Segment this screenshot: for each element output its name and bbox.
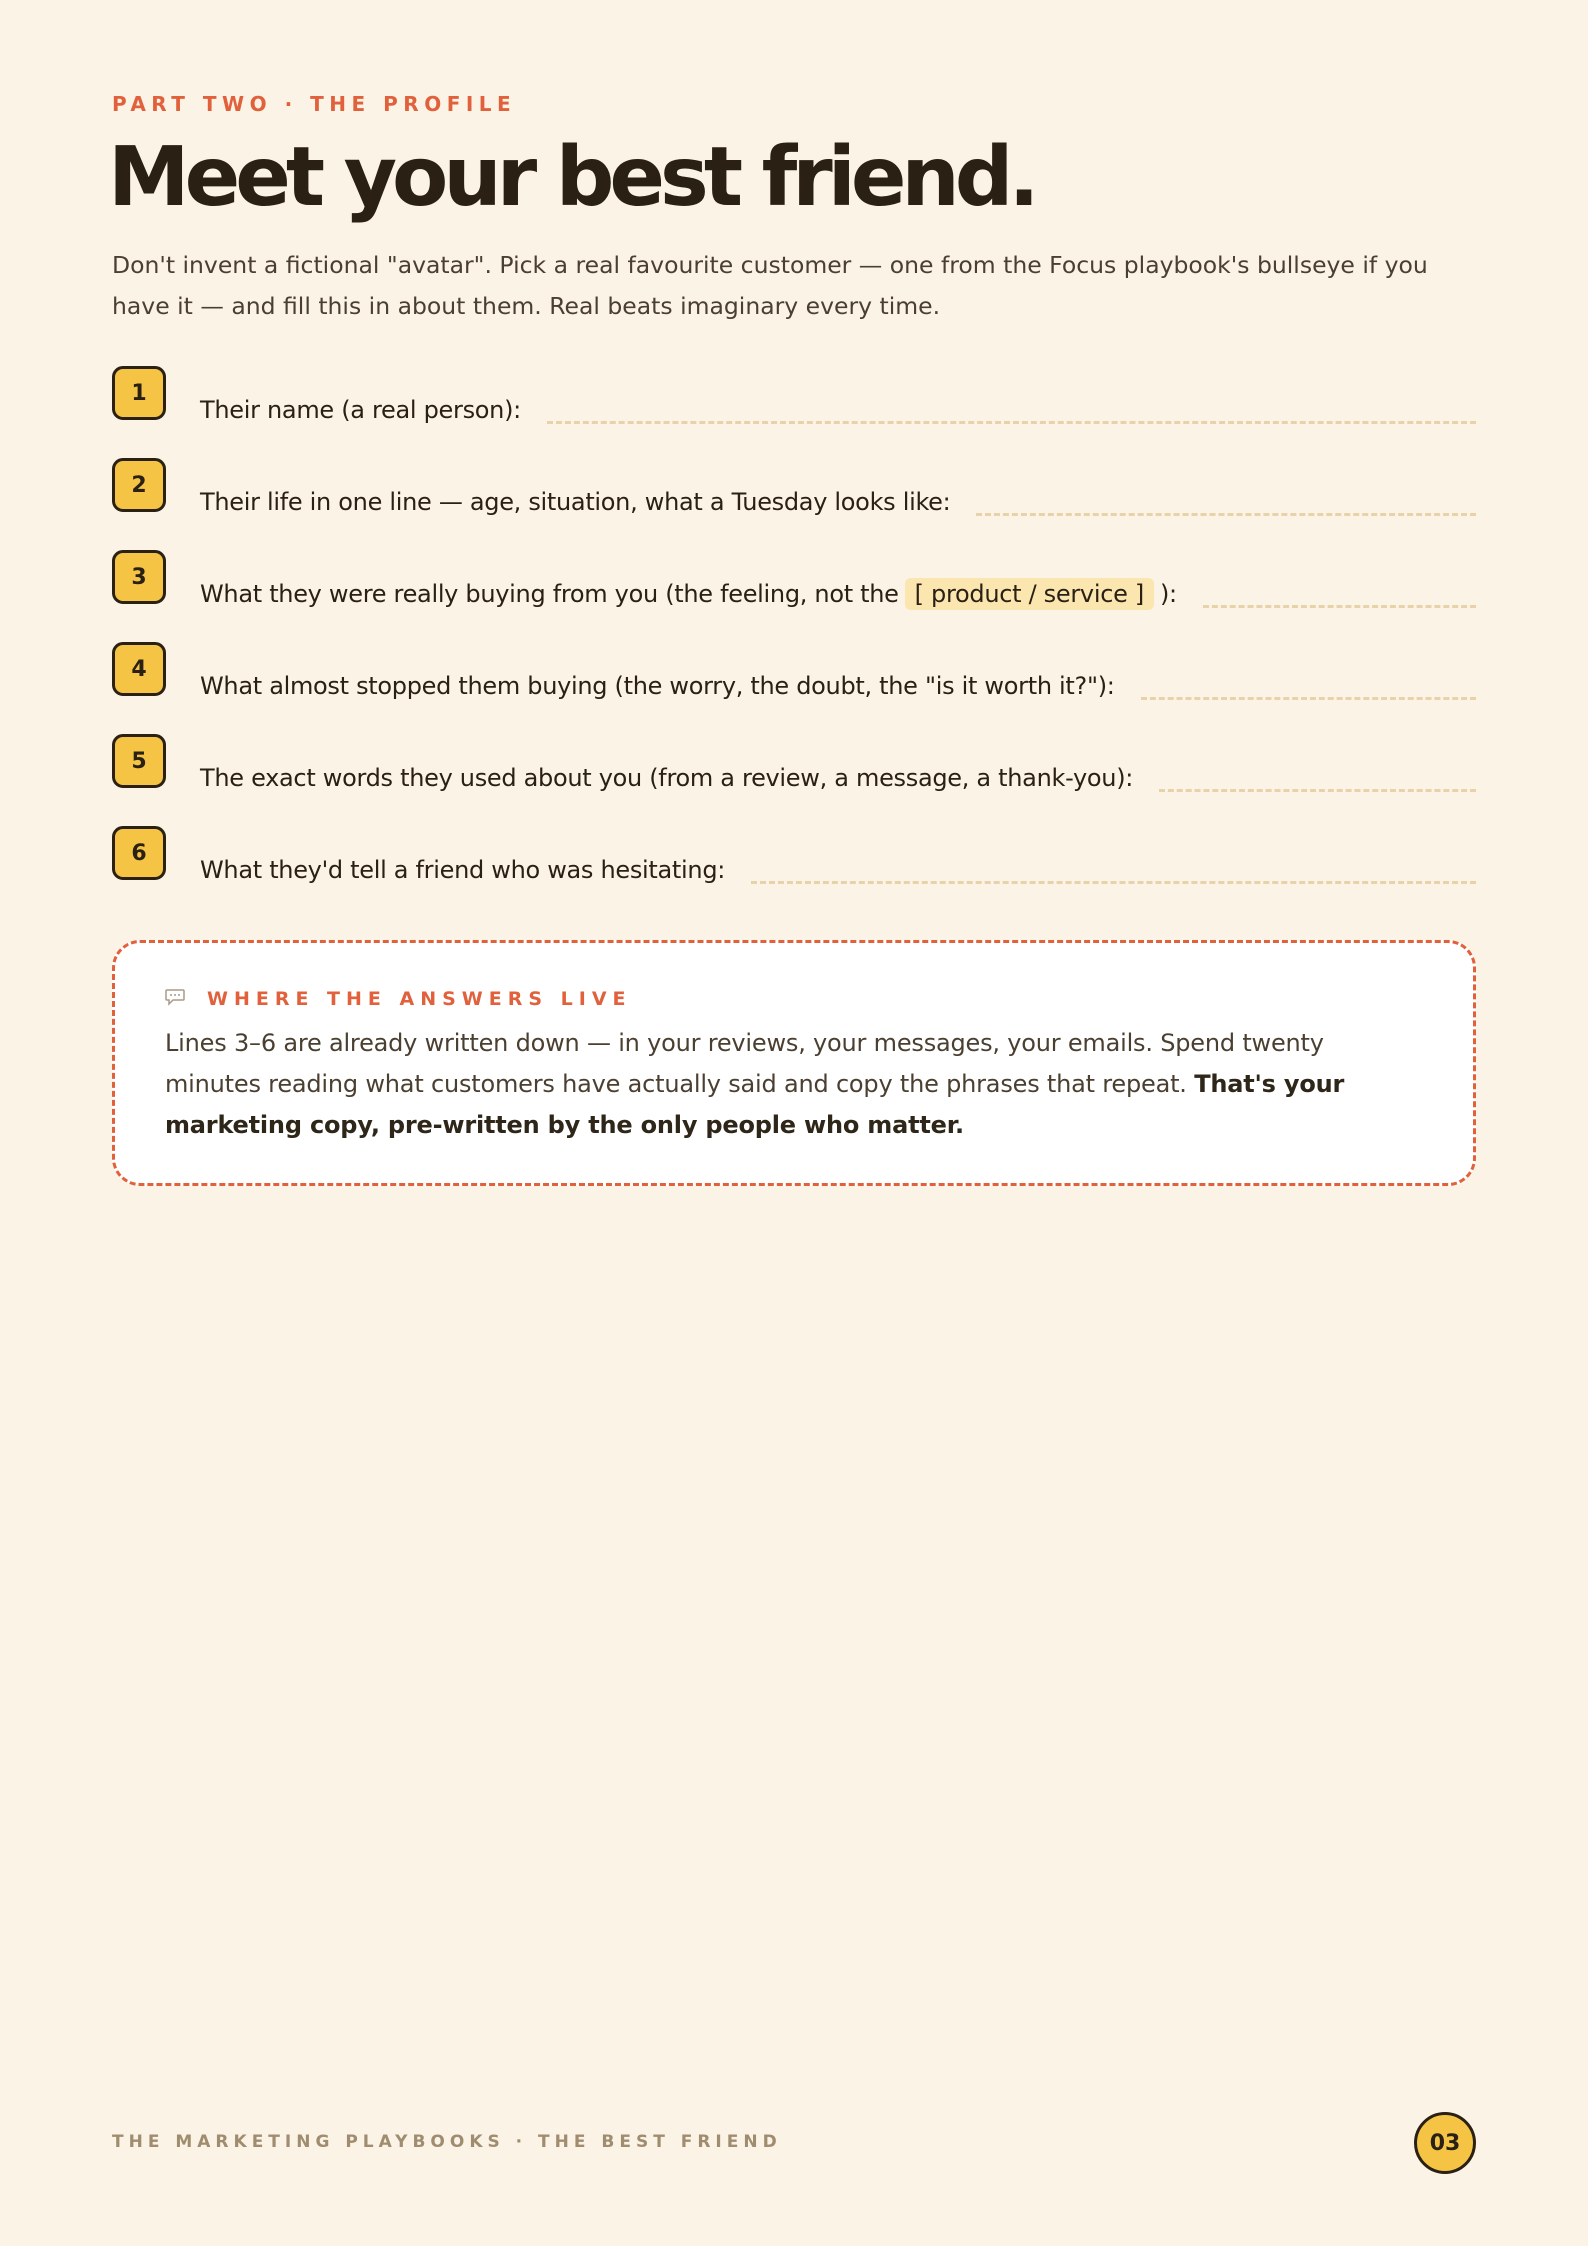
question-row-3 [112,550,1476,610]
question-row-1 [112,366,1476,426]
callout-body [165,1023,1423,1146]
answer-blank-line[interactable] [751,880,1476,884]
question-line [200,760,1476,796]
question-line [200,392,1476,428]
question-row-2 [112,458,1476,518]
question-text: Their name (a real person): [200,396,521,424]
section-eyebrow: PART TWO · THE PROFILE [112,92,517,116]
question-row-4 [112,642,1476,702]
callout-header [165,985,1423,1013]
placeholder-chip: [ product / service ] [905,578,1154,610]
intro-paragraph: Don't invent a fictional "avatar". Pick a real favourite customer — one from the Focus playbook's bullseye if you have it — and fill this in about them. Real beats imaginary every time. [112,251,1428,320]
worksheet-page [108,0,1476,2246]
callout-title: WHERE THE ANSWERS LIVE [207,988,632,1010]
question-number-badge: 6 [112,826,166,880]
answer-blank-line[interactable] [1203,604,1476,608]
answer-blank-line[interactable] [547,420,1476,424]
callout-body-bold: That's your marketing copy, pre-written by the only people who matter. [165,1070,1345,1139]
question-number-badge: 2 [112,458,166,512]
callout-body-text: Lines 3–6 are already written down — in your reviews, your messages, your emails. Spend twenty minutes reading what customers have actually said and copy the phrases that repeat. [165,1029,1324,1098]
question-number-badge: 4 [112,642,166,696]
question-row-6 [112,826,1476,886]
question-list [112,366,1476,918]
question-line [200,852,1476,888]
question-row-5 [112,734,1476,794]
answer-blank-line[interactable] [1141,696,1476,700]
question-text-before: What they were really buying from you (the feeling, not the [200,580,899,608]
question-text: What they'd tell a friend who was hesitating: [200,856,726,884]
tip-callout [112,940,1476,1186]
question-line [200,484,1476,520]
answer-blank-line[interactable] [976,512,1476,516]
answer-blank-line[interactable] [1159,788,1476,792]
speech-bubble-icon [165,988,185,1011]
question-text-after: ): [1159,580,1177,608]
question-text: The exact words they used about you (from a review, a message, a thank-you): [200,764,1134,792]
footer-running-title: THE MARKETING PLAYBOOKS · THE BEST FRIEND [112,2132,782,2152]
question-number-badge: 1 [112,366,166,420]
question-text: What almost stopped them buying (the worry, the doubt, the "is it worth it?"): [200,672,1115,700]
question-line [200,668,1476,704]
question-number-badge: 3 [112,550,166,604]
page-number-badge: 03 [1414,2112,1476,2174]
question-text [200,576,1177,612]
question-text: Their life in one line — age, situation, what a Tuesday looks like: [200,488,951,516]
page-title: Meet your best friend. [108,130,1035,225]
question-number-badge: 5 [112,734,166,788]
question-line [200,576,1476,612]
